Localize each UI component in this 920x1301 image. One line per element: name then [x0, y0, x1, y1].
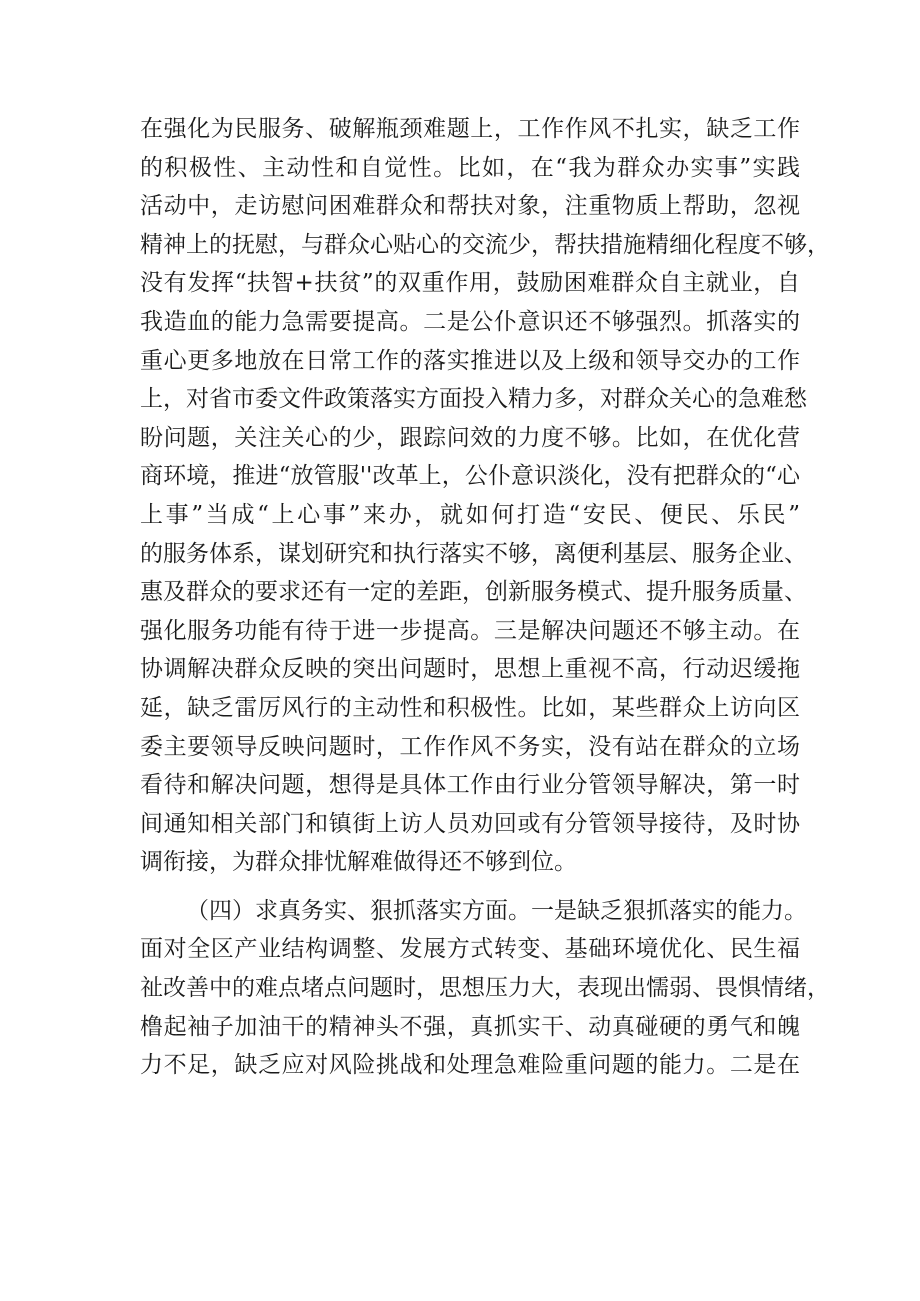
paragraph-2-line: 面对全区产业结构调整、发展方式转变、基础环境优化、民生福	[140, 936, 800, 963]
paragraph-1-line: 上事”当成“上心事”来办，就如何打造“安民、便民、乐民”	[140, 501, 800, 528]
paragraph-1-line: 委主要领导反映问题时，工作作风不务实，没有站在群众的立场	[140, 733, 800, 760]
paragraph-1-line: 我造血的能力急需要提高。二是公仆意识还不够强烈。抓落实的	[140, 308, 800, 335]
paragraph-1-line: 没有发挥“扶智+扶贫”的双重作用，鼓励困难群众自主就业，自	[140, 270, 800, 297]
paragraph-1-line: 协调解决群众反映的突出问题时，思想上重视不高，行动迟缓拖	[140, 656, 800, 683]
paragraph-1-line: 间通知相关部门和镇街上访人员劝回或有分管领导接待，及时协	[140, 810, 800, 837]
paragraph-1-line: 盼问题，关注关心的少，跟踪问效的力度不够。比如，在优化营	[140, 424, 800, 451]
paragraph-1-line: 商环境，推进“放管服''改革上，公仆意识淡化，没有把群众的“心	[140, 463, 800, 490]
paragraph-1-line: 惠及群众的要求还有一定的差距，创新服务模式、提升服务质量、	[140, 579, 807, 606]
paragraph-1-line: 的积极性、主动性和自觉性。比如，在“我为群众办实事”实践	[140, 154, 800, 181]
paragraph-1-line: 调衔接，为群众排忧解难做得还不够到位。	[140, 849, 577, 876]
paragraph-1-line: 的服务体系，谋划研究和执行落实不够，离便利基层、服务企业、	[140, 540, 807, 567]
paragraph-2-line: （四）求真务实、狠抓落实方面。一是缺乏狠抓落实的能力。	[186, 897, 807, 924]
paragraph-2-line: 祉改善中的难点堵点问题时，思想压力大，表现出懦弱、畏惧情绪，	[140, 975, 830, 1002]
paragraph-2-line: 橹起袖子加油干的精神头不强，真抓实干、动真碰硬的勇气和魄	[140, 1013, 800, 1040]
paragraph-2-line: 力不足，缺乏应对风险挑战和处理急难险重问题的能力。二是在	[140, 1052, 800, 1079]
paragraph-1-line: 延，缺乏雷厉风行的主动性和积极性。比如，某些群众上访向区	[140, 694, 800, 721]
paragraph-1-line: 精神上的抚慰，与群众心贴心的交流少，帮扶措施精细化程度不够，	[140, 231, 830, 258]
paragraph-1-line: 活动中，走访慰问困难群众和帮扶对象，注重物质上帮助，忽视	[140, 193, 800, 220]
paragraph-1-line: 重心更多地放在日常工作的落实推进以及上级和领导交办的工作	[140, 347, 800, 374]
document-body	[140, 110, 830, 1085]
paragraph-1-line: 上，对省市委文件政策落实方面投入精力多，对群众关心的急难愁	[140, 386, 807, 413]
paragraph-gap	[140, 882, 800, 892]
paragraph-1-line: 在强化为民服务、破解瓶颈难题上，工作作风不扎实，缺乏工作	[140, 116, 800, 142]
paragraph-1-line: 强化服务功能有待于进一步提高。三是解决问题还不够主动。在	[140, 617, 800, 644]
paragraph-1-line: 看待和解决问题，想得是具体工作由行业分管领导解决，第一时	[140, 772, 800, 799]
